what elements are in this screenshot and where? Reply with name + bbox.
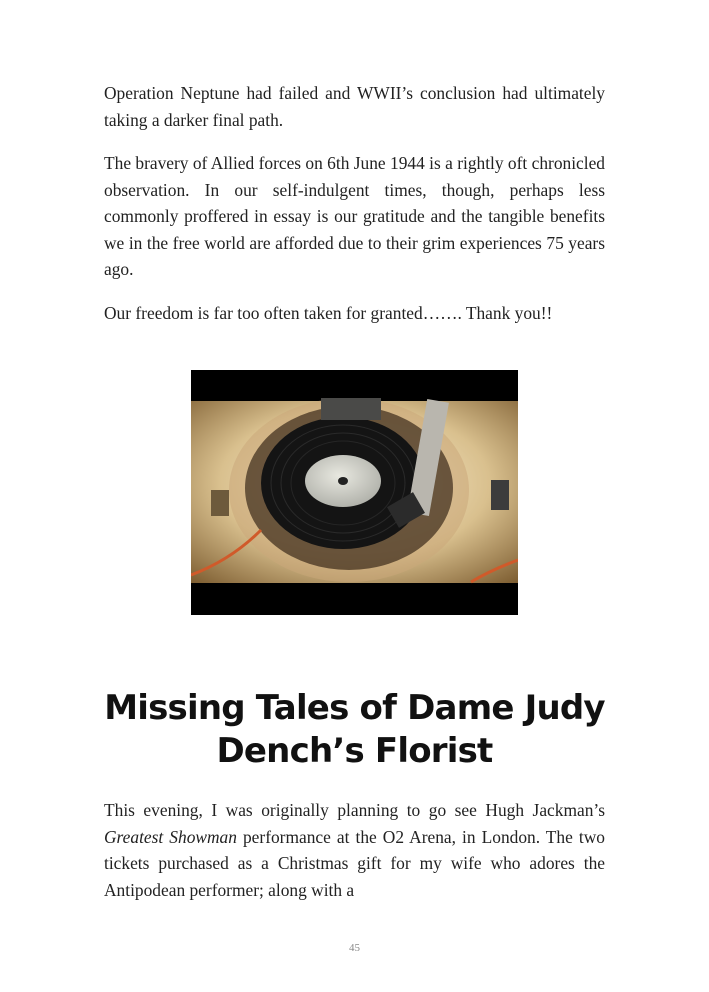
paragraph-thank-you: Our freedom is far too often taken for granted……. Thank you!! [104,303,553,323]
paragraph-greatest-showman [104,797,605,903]
record-player-illustration [191,370,518,615]
paragraph-text-start: This evening, I was originally planning to go see Hugh Jackman’s [104,800,605,820]
chapter-heading [40,687,669,773]
chapter-heading-line-2: Dench’s Florist [216,731,493,771]
paragraph-text-end: performance at the O2 Arena, in London. The two tickets purchased as a Christmas gift for my wife who adores the Antipodean performer; along with a [104,826,605,900]
paragraph-allied-bravery: The bravery of Allied forces on 6th June 1944 is a rightly oft chronicled observation. In our self-indulgent times, though, perhaps less commonly proffered in essay is our gratitude and the tangible benefits we in the free world are afforded due to their grim experiences 75 years ago. [104,153,605,279]
page-number: 45 [349,942,360,954]
record-player-photo [191,370,518,615]
chapter-heading-line-1: Missing Tales of Dame Judy [104,688,605,728]
paragraph-operation-neptune: Operation Neptune had failed and WWII’s conclusion had ultimately taking a darker final path. [104,83,605,130]
show-title-italic: Greatest Showman [104,826,237,847]
